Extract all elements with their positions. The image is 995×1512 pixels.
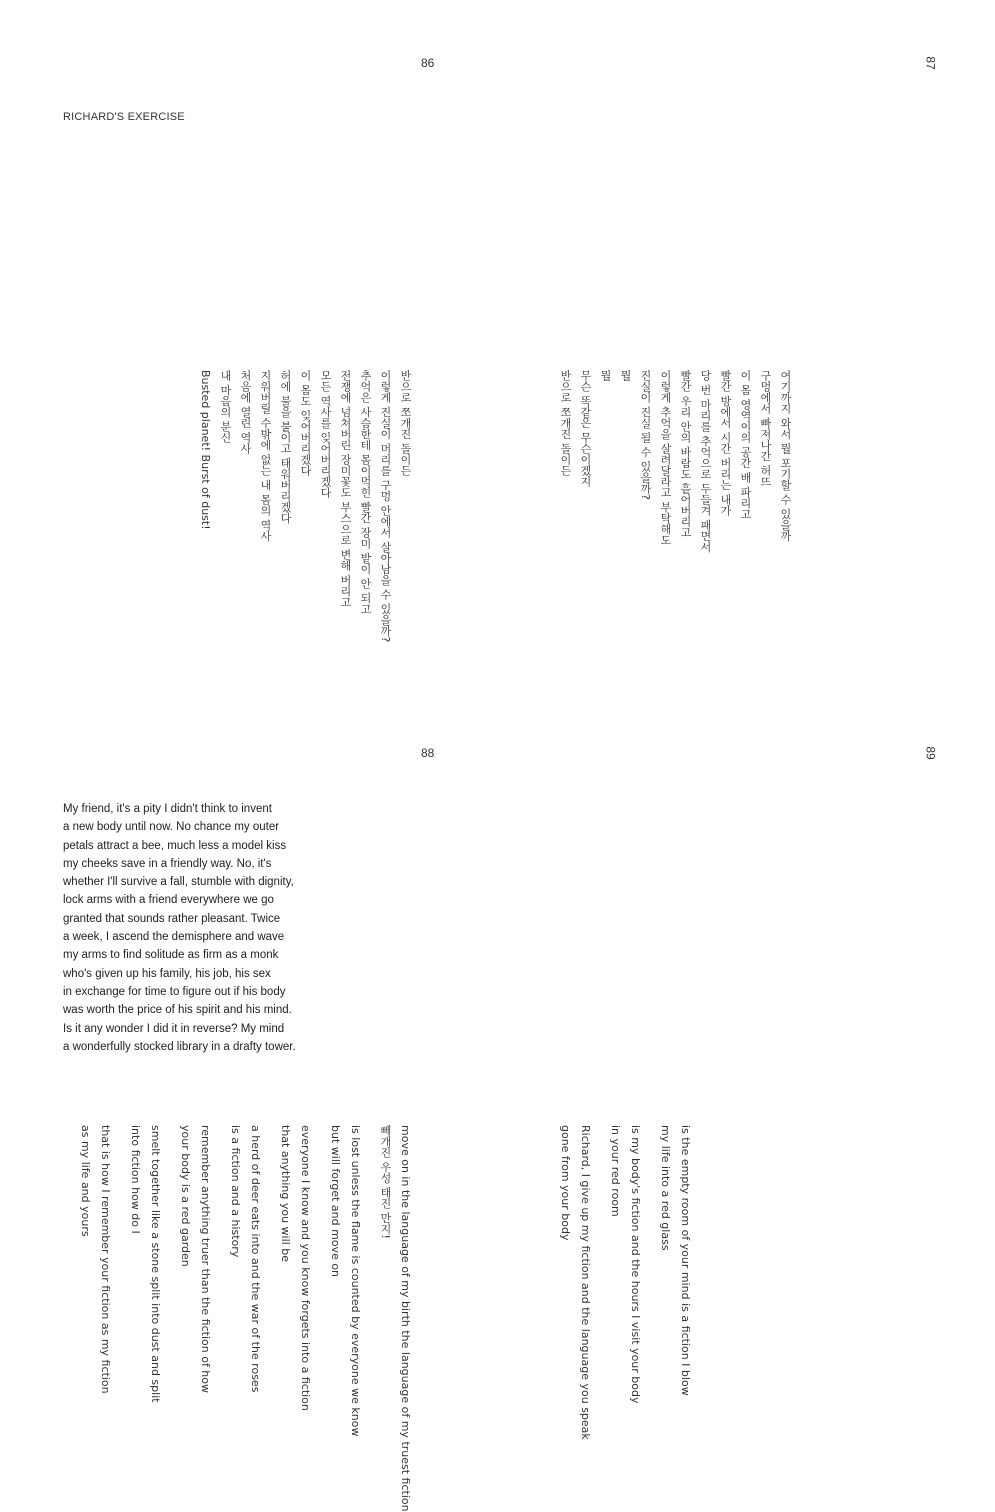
- poem-line: 이 몸도 잊어버리겠다: [299, 370, 312, 476]
- prose-line: in exchange for time to figure out if his body: [63, 985, 286, 998]
- spread-top: [0, 0, 995, 746]
- poem-line: is my body's fiction and the hours I visit your body: [629, 1125, 642, 1404]
- poem-line: 반으로 쪼개진 돌이든: [399, 370, 412, 476]
- prose-line: My friend, it's a pity I didn't think to invent: [63, 803, 272, 815]
- poem-line: 처음에 열린 역사: [239, 370, 252, 454]
- poem-line: 전쟁에 넘쳐버린 장미꽃도 부스으로 변해 버리고: [339, 370, 352, 608]
- poem-line: smelt together like a stone split into dust and split: [149, 1125, 162, 1403]
- poem-line: 빨간 우리 안의 바람도 흩어버리고: [679, 370, 692, 538]
- stanza-gap: [315, 1125, 325, 1465]
- poem-line: 당 번 마리를 추억으로 두들겨 패면서: [699, 370, 712, 553]
- stanza-gap: [115, 1125, 125, 1465]
- prose-line: was worth the price of his spirit and his mind.: [63, 1004, 292, 1017]
- poem-line: 여기까지 와서 뭘 포기할 수 있을까: [779, 370, 792, 542]
- rotated-poem-left: [75, 1125, 415, 1512]
- stanza-gap: [215, 1125, 225, 1465]
- poem-line: is a fiction and a history: [229, 1125, 242, 1258]
- stanza-gap: [645, 1125, 655, 1415]
- prose-line: who's given up his family, his job, his sex: [63, 967, 271, 980]
- poem-line: 구멍에서 빠져나간 허뜨: [759, 370, 772, 487]
- poem-line: 진실이 진실 될 수 있을까?: [639, 370, 652, 500]
- poem-line: 지워버릴 수밖에 없는 내 몸의 역사: [259, 370, 272, 542]
- rotated-poem-right: [555, 1125, 695, 1440]
- prose-line: petals attract a bee, much less a model kiss: [63, 839, 287, 852]
- poem-line: into fiction how do I: [129, 1125, 142, 1234]
- page-number-89: 89: [923, 746, 938, 760]
- poem-line: that is how I remember your fiction as my fiction: [99, 1125, 112, 1394]
- poem-line: that anything you will be: [279, 1125, 292, 1262]
- poem-line: in your red room: [609, 1125, 622, 1217]
- poem-line: gone from your body: [559, 1125, 572, 1241]
- poem-line: 뭘: [599, 370, 612, 381]
- prose-line: whether I'll survive a fall, stumble with dignity,: [63, 876, 294, 889]
- poem-line: 이렇게 추억을 살려달라고 부탁해도: [659, 370, 672, 546]
- section-title: RICHARD'S EXERCISE: [63, 111, 185, 123]
- poem-line: remember anything truer than the fiction of how: [199, 1125, 212, 1394]
- prose-line: my arms to find solitude as firm as a monk: [63, 949, 279, 962]
- prose-poem: [63, 800, 303, 1056]
- poem-line: 빨간 방에서 시간 버리는 내가: [719, 370, 732, 516]
- poem-line: 내 마음의 분신: [219, 370, 232, 443]
- poem-line: is lost unless the flame is counted by everyone we know: [349, 1125, 362, 1437]
- prose-line: Is it any wonder I did it in reverse? My mind: [63, 1022, 285, 1035]
- korean-poem-right: [555, 370, 795, 553]
- prose-line: granted that sounds rather pleasant. Twice: [63, 912, 281, 925]
- stanza-gap: [265, 1125, 275, 1465]
- stanza-gap: [165, 1125, 175, 1465]
- poem-line: your body is a red garden: [179, 1125, 192, 1267]
- poem-line: as my life and yours: [79, 1125, 92, 1237]
- prose-line: lock arms with a friend everywhere we go: [63, 894, 274, 907]
- poem-line: 무슨 똑같은 무슨이겠지: [579, 370, 592, 487]
- poem-line: 이렇게 진실이 머리를 구멍 안에서 살아남을 수 있을까?: [379, 370, 392, 643]
- stanza-gap: [595, 1125, 605, 1415]
- poem-line: is the empty room of your mind is a fiction I blow: [679, 1125, 692, 1396]
- page-number-88: 88: [421, 746, 435, 760]
- poem-line: Richard, I give up my fiction and the language you speak: [579, 1125, 592, 1440]
- poem-line: 뭘: [619, 370, 632, 381]
- page-number-87: 87: [923, 56, 938, 70]
- poem-line: Busted planet! Burst of dust!: [199, 370, 212, 530]
- poem-line: 빼개진 우성 태진 만지!: [379, 1125, 392, 1239]
- stanza-gap: [365, 1125, 375, 1465]
- page-number-86: 86: [421, 56, 435, 70]
- poem-line: move on in the language of my birth the language of my truest fiction: [399, 1125, 412, 1512]
- prose-line: a wonderfully stocked library in a drafty tower.: [63, 1040, 296, 1053]
- prose-line: my cheeks save in a friendly way. No, it's: [63, 857, 272, 870]
- poem-line: 모든 역사를 잊어버리겠다: [319, 370, 332, 498]
- poem-line: a herd of deer eats into and the war of the roses: [249, 1125, 262, 1393]
- poem-line: 반으로 쪼개진 돌이든: [559, 370, 572, 476]
- korean-poem-left: [195, 370, 415, 650]
- poem-line: 이 몸 영역이의 공간 배 파리고: [739, 370, 752, 520]
- prose-line: a week, I ascend the demisphere and wave: [63, 931, 285, 944]
- poem-line: everyone I know and you know forgets into a fiction: [299, 1125, 312, 1411]
- poem-line: 허에 불을 붙이고 태워버리겠다: [279, 370, 292, 524]
- poem-line: my life into a red glass: [659, 1125, 672, 1251]
- poem-line: but will forget and move on: [329, 1125, 342, 1278]
- poem-line: 추억은 사슴한테 몸이먹힌 빨간 장미 밭이 안 되고: [359, 370, 372, 615]
- prose-line: a new body until now. No chance my outer: [63, 821, 280, 834]
